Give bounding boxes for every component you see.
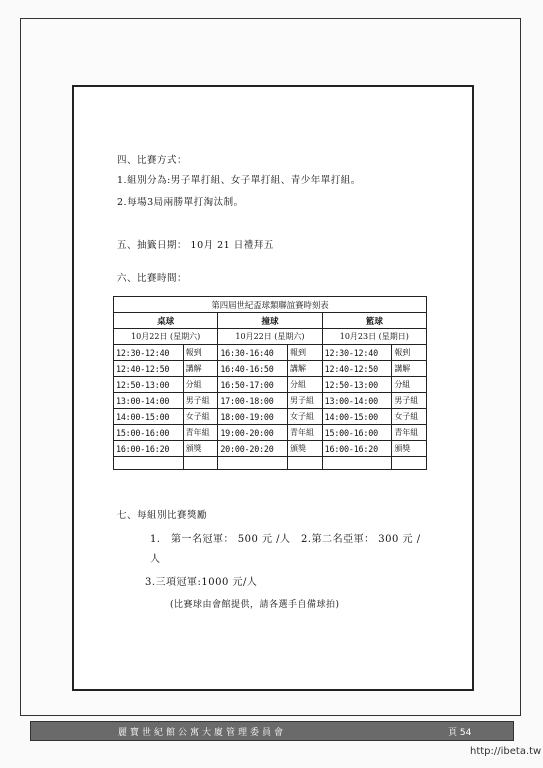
- footer-title: 麗寶世紀館公寓大廈管理委員會: [118, 728, 287, 738]
- activity-cell: 報到: [392, 345, 427, 361]
- time-cell: 16:40-16:50: [218, 361, 288, 377]
- activity-cell: 男子組: [392, 393, 427, 409]
- time-cell: 19:00-20:00: [218, 425, 288, 441]
- section5-text: 五、抽籤日期： 10月 21 日禮拜五: [117, 240, 274, 251]
- page-number: 頁 54: [448, 728, 472, 738]
- activity-cell: 分組: [392, 377, 427, 393]
- watermark: http://ibeta.tw: [470, 746, 542, 757]
- date-billiards: 10月22日 (星期六): [218, 329, 322, 345]
- section7-note: (比賽球由會館提供，請各選手自備球拍): [170, 600, 340, 610]
- sport-header-table-tennis: 桌球: [114, 313, 218, 329]
- activity-cell: 分組: [183, 377, 218, 393]
- time-cell: 12:50-13:00: [114, 377, 184, 393]
- section4-item1: 1.組別分為:男子單打組、女子單打組、青少年單打組。: [117, 175, 361, 186]
- activity-cell: 講解: [287, 361, 322, 377]
- time-cell: 15:00-16:00: [322, 425, 392, 441]
- table-row: [114, 345, 427, 361]
- time-cell: 12:40-12:50: [114, 361, 184, 377]
- time-cell: 12:30-12:40: [322, 345, 392, 361]
- table-cell: [183, 457, 218, 470]
- activity-cell: 青年組: [392, 425, 427, 441]
- table-row: [114, 441, 427, 457]
- activity-cell: 青年組: [183, 425, 218, 441]
- time-cell: 16:00-16:20: [322, 441, 392, 457]
- activity-cell: 報到: [183, 345, 218, 361]
- table-row: [114, 425, 427, 441]
- time-cell: 16:00-16:20: [114, 441, 184, 457]
- time-cell: 18:00-19:00: [218, 409, 288, 425]
- time-cell: 14:00-15:00: [322, 409, 392, 425]
- section4-heading: 四、比賽方式：: [117, 155, 188, 166]
- table-cell: [392, 457, 427, 470]
- time-cell: 14:00-15:00: [114, 409, 184, 425]
- table-row: [114, 377, 427, 393]
- sport-header-billiards: 撞球: [218, 313, 322, 329]
- activity-cell: 青年組: [287, 425, 322, 441]
- schedule-table: [113, 296, 427, 470]
- date-basketball: 10月23日 (星期日): [322, 329, 426, 345]
- section6-heading: 六、比賽時間：: [117, 273, 188, 284]
- table-cell: [287, 457, 322, 470]
- section7-line1: 1. 第一名冠軍： 500 元 /人 2.第二名亞軍： 300 元 /: [150, 534, 421, 545]
- time-cell: 16:50-17:00: [218, 377, 288, 393]
- date-table-tennis: 10月22日 (星期六): [114, 329, 218, 345]
- time-cell: 13:00-14:00: [114, 393, 184, 409]
- activity-cell: 頒獎: [183, 441, 218, 457]
- section7-heading: 七、每組別比賽獎勵: [117, 510, 208, 521]
- schedule-title: 第四屆世紀盃球類聯誼賽時刻表: [114, 297, 427, 313]
- activity-cell: 男子組: [287, 393, 322, 409]
- time-cell: 12:40-12:50: [322, 361, 392, 377]
- time-cell: 16:30-16:40: [218, 345, 288, 361]
- activity-cell: 頒獎: [287, 441, 322, 457]
- activity-cell: 男子組: [183, 393, 218, 409]
- activity-cell: 報到: [287, 345, 322, 361]
- table-row: [114, 409, 427, 425]
- activity-cell: 女子組: [183, 409, 218, 425]
- activity-cell: 女子組: [392, 409, 427, 425]
- section7-line2: 3.三項冠軍:1000 元/人: [145, 577, 258, 588]
- activity-cell: 女子組: [287, 409, 322, 425]
- table-cell: [218, 457, 288, 470]
- table-row-blank: [114, 457, 427, 470]
- time-cell: 20:00-20:20: [218, 441, 288, 457]
- table-row: [114, 361, 427, 377]
- section4-item2: 2.每場3局兩勝單打淘汰制。: [117, 197, 244, 208]
- activity-cell: 頒獎: [392, 441, 427, 457]
- activity-cell: 講解: [392, 361, 427, 377]
- time-cell: 17:00-18:00: [218, 393, 288, 409]
- sport-header-basketball: 籃球: [322, 313, 426, 329]
- activity-cell: 分組: [287, 377, 322, 393]
- time-cell: 12:30-12:40: [114, 345, 184, 361]
- table-cell: [322, 457, 392, 470]
- time-cell: 12:50-13:00: [322, 377, 392, 393]
- table-row: [114, 393, 427, 409]
- time-cell: 15:00-16:00: [114, 425, 184, 441]
- activity-cell: 講解: [183, 361, 218, 377]
- section7-line1b: 人: [150, 554, 161, 565]
- table-cell: [114, 457, 184, 470]
- time-cell: 13:00-14:00: [322, 393, 392, 409]
